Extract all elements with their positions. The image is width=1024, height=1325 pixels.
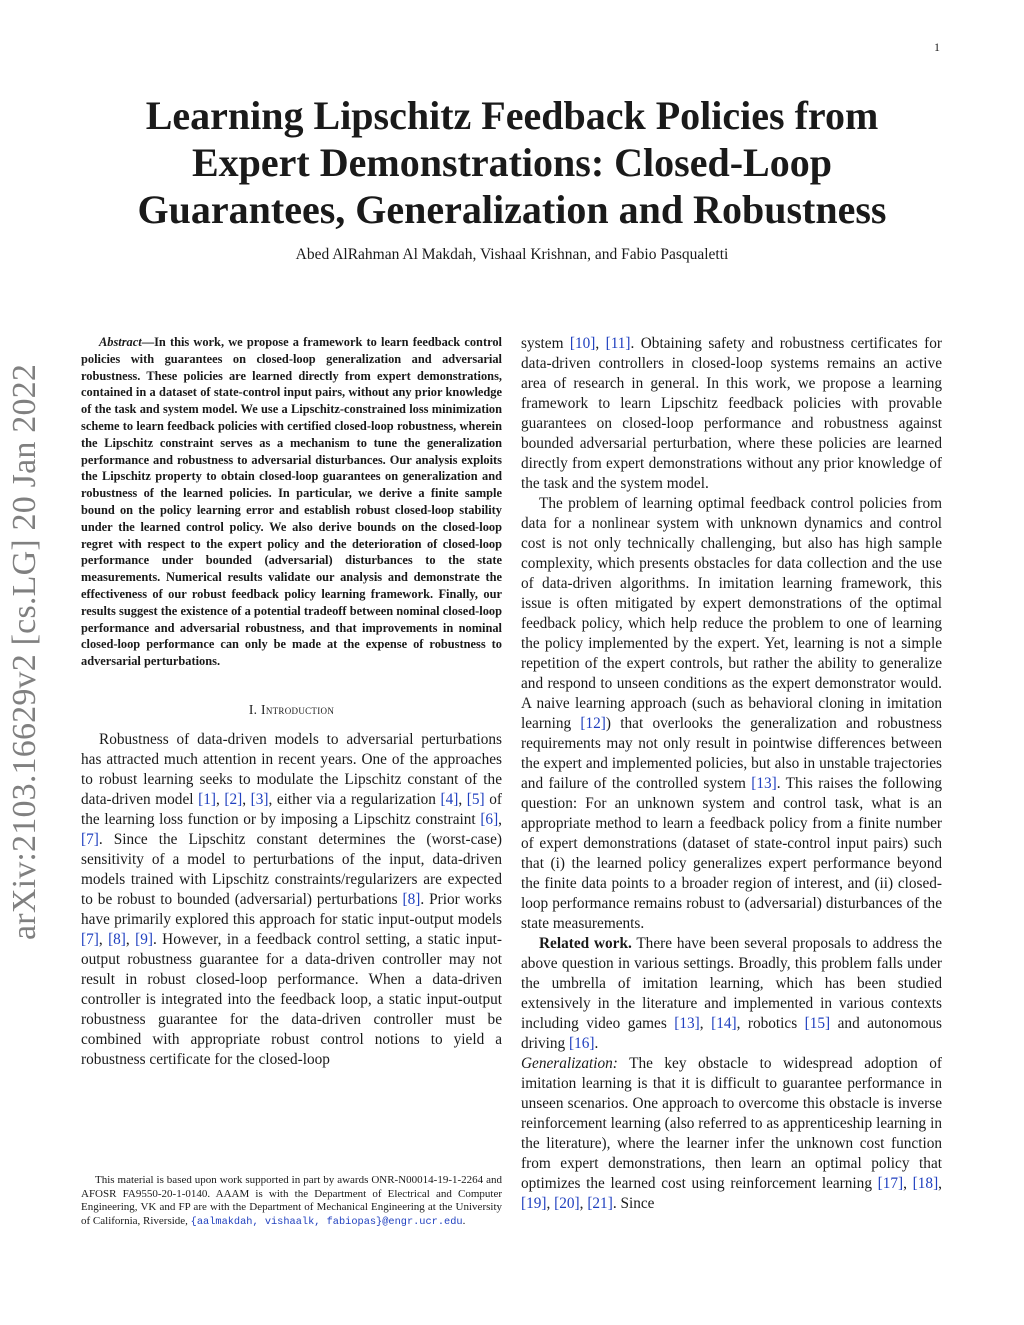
citation-link[interactable]: [1]: [198, 790, 216, 808]
section-number: I.: [248, 701, 258, 717]
citation-link[interactable]: [8]: [402, 890, 421, 908]
paper-title: [100, 92, 924, 233]
arxiv-identifier-stamp[interactable]: arXiv:2103.16629v2 [cs.LG] 20 Jan 2022: [6, 363, 43, 940]
abstract-dash: —: [141, 335, 155, 349]
citation-link[interactable]: [10]: [569, 335, 596, 352]
citation-link[interactable]: [8]: [108, 930, 126, 948]
citation-link[interactable]: [21]: [587, 1195, 613, 1212]
citation-link[interactable]: [13]: [674, 1015, 700, 1032]
abstract-label: Abstract: [99, 335, 142, 349]
paragraph-title: Related work.: [539, 935, 632, 952]
citation-link[interactable]: [16]: [569, 1035, 595, 1052]
email-link[interactable]: {aalmakdah, vishaalk, fabiopas}@engr.ucr.edu: [190, 1215, 463, 1228]
funding-footnote: This material is based upon work supported in part by awards ONR-N00014-19-1-2264 and AFOSR FA9550-20-1-0140. AAAM is with the Department of Electrical and Computer Engineering, VK and FP are with the Department of Mechanical Engineering at the University of California, Riverside, {aalmakdah, vishaalk, fabiopas}@engr.ucr.edu.: [81, 1174, 502, 1228]
section-title: Introduction: [261, 701, 335, 717]
citation-link[interactable]: [14]: [711, 1015, 737, 1032]
title-line: Expert Demonstrations: Closed-Loop: [192, 140, 832, 185]
related-work-paragraph: Related work. There have been several proposals to address the above question in various settings. Broadly, this problem falls under the umbrella of imitation learning, which has been studied extensively in the literature and implemented in various contexts including video games [13], [14], robotics [15] and autonomous driving [16].: [521, 935, 942, 1052]
citation-link[interactable]: [17]: [877, 1175, 904, 1192]
citation-link[interactable]: [19]: [521, 1195, 547, 1212]
right-column: [521, 334, 942, 1214]
citation-link[interactable]: [18]: [912, 1175, 939, 1192]
intro-paragraph: Robustness of data-driven models to adversarial perturbations has attracted much attention in recent years. One of the approaches to robust learning seeks to modulate the Lipschitz constant of the data-driven model [1], [2], [3], either via a regularization [4], [5] of the learning loss function or by imposing a Lipschitz constraint [6], [7]. Since the Lipschitz constant determines the (worst-case) sensitivity of a model to perturbations of the input, data-driven models trained with Lipschitz constraints/regularizers are expected to be robust to bounded (adversarial) perturbations [8]. Prior works have primarily explored this approach for static input-output models [7], [8], [9]. However, in a feedback control setting, a static input-output robustness guarantee for a data-driven controller may not result in robust closed-loop performance. When a data-driven controller is integrated into the feedback loop, a static input-output robustness guarantee for the data-driven controller must be combined with appropriate robust control notions to yield a robustness certificate for the closed-loop: [81, 730, 502, 1068]
title-line: Guarantees, Generalization and Robustness: [137, 187, 887, 232]
left-column: [81, 334, 502, 1070]
paragraph-title: Generalization:: [521, 1055, 618, 1072]
page-number: 1: [934, 40, 940, 54]
citation-link[interactable]: [5]: [466, 790, 485, 808]
intro-paragraph: The problem of learning optimal feedback control policies from data for a nonlinear system with unknown dynamics and control cost is not only technically challenging, but also has high sample complexity, which presents obstacles for data collection and the use of data-driven algorithms. In imitation learning framework, this issue is often mitigated by expert demonstrations of the optimal feedback policy, which help reduce the problem to one of learning the policy implemented by the expert. Yet, learning is not a simple repetition of the expert controls, but rather the ability to generalize and respond to unseen conditions as the expert demonstrator would. A naive learning approach (such as behavioral cloning in imitation learning [12]) that overlooks the generalization and robustness requirements may not only result in pointwise differences between the expert and implemented policies, but also in unstable trajectories and failure of the controlled system [13]. This raises the following question: For an unknown system and control task, what is an appropriate method to learn a feedback policy from a finite number of expert demonstrations (dataset of state-control input pairs) such that (i) the learned policy generalizes expert performance beyond the finite data points to a broader region of interest, and (ii) closed-loop performance remains robust to (adversarial) disturbances of the state measurements.: [521, 495, 943, 932]
citation-link[interactable]: [4]: [440, 790, 459, 808]
citation-link[interactable]: [13]: [751, 775, 777, 792]
section-heading-introduction: [81, 700, 502, 720]
citation-link[interactable]: [11]: [605, 335, 631, 352]
citation-link[interactable]: [9]: [135, 930, 153, 948]
citation-link[interactable]: [15]: [804, 1015, 831, 1032]
author-list: Abed AlRahman Al Makdah, Vishaal Krishnan, and Fabio Pasqualetti: [295, 246, 729, 263]
citation-link[interactable]: [7]: [81, 830, 99, 848]
intro-paragraph-continued: system [10], [11]. Obtaining safety and robustness certificates for data-driven controllers in closed-loop systems remains an active area of research in general. In this work, we propose a learning framework to learn Lipschitz feedback policies with provable guarantees on closed-loop performance and robustness against bounded adversarial perturbation, where these policies are learned directly from expert demonstrations without any prior knowledge of the task and the system model.: [521, 335, 942, 492]
citation-link[interactable]: [6]: [480, 810, 499, 828]
citation-link[interactable]: [7]: [81, 930, 99, 948]
citation-link[interactable]: [3]: [250, 790, 269, 808]
citation-link[interactable]: [2]: [224, 790, 243, 808]
citation-link[interactable]: [20]: [554, 1195, 580, 1212]
abstract-text: In this work, we propose a framework to learn feedback control policies with guarantees on closed-loop generalization and adversarial robustness. These policies are learned directly from expert demonstrations, contained in a dataset of state-control input pairs, without any prior knowledge of the task and system model. We use a Lipschitz-constrained loss minimization scheme to learn feedback policies with certified closed-loop robustness, wherein the Lipschitz constraint serves as a mechanism to tune the generalization performance and robustness to adversarial disturbances. Our analysis exploits the Lipschitz property to obtain closed-loop guarantees on generalization and robustness of the learned policies. In particular, we derive a finite sample bound on the policy learning error and establish robust closed-loop stability under the learned control policy. We also derive bounds on the closed-loop regret with respect to the expert policy and the deterioration of closed-loop performance under bounded (adversarial) disturbances to the state measurements. Numerical results validate our analysis and demonstrate the effectiveness of our robust feedback policy learning framework. Finally, our results suggest the existence of a potential tradeoff between nominal closed-loop performance and adversarial robustness, and that improvements in nominal closed-loop performance can only be made at the expense of robustness to adversarial perturbations.: [81, 335, 502, 669]
citation-link[interactable]: [12]: [580, 715, 606, 732]
abstract: [81, 334, 502, 670]
title-line: Learning Lipschitz Feedback Policies from: [145, 93, 879, 138]
generalization-paragraph: Generalization: The key obstacle to widespread adoption of imitation learning is that it is difficult to guarantee performance in unseen scenarios. One approach to overcome this obstacle is inverse reinforcement learning (also referred to as apprenticeship learning in the literature), where the learner infer the unknown cost function from expert demonstrations, then learn an optimal policy that optimizes the learned cost using reinforcement learning [17], [18], [19], [20], [21]. Since: [521, 1055, 942, 1212]
